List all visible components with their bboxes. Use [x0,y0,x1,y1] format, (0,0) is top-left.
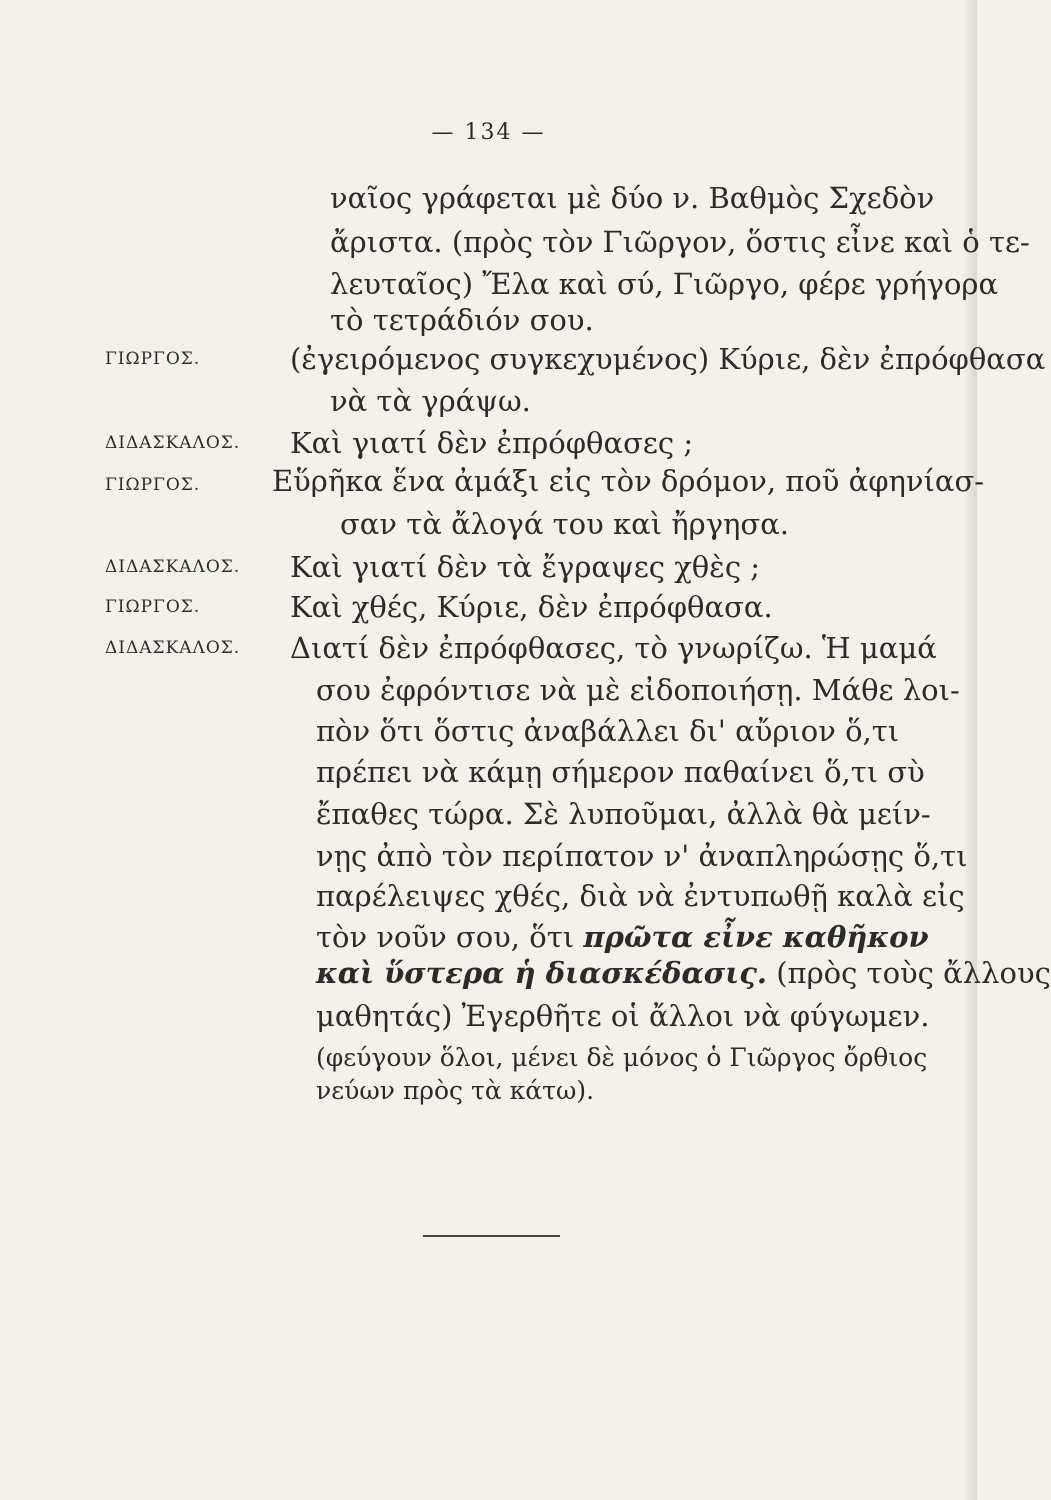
text-line: νῃς ἀπὸ τὸν περίπατον ν' ἀναπληρώσῃς ὅ,τι [316,839,968,873]
emphasis-text: πρῶτα εἶνε καθῆκον [583,920,929,954]
text-line: τὸ τετράδιόν σου. [330,303,594,337]
emphasis-text: καὶ ὕστερα ἡ διασκέδασις. [316,956,767,990]
text-line: πρέπει νὰ κάμῃ σήμερον παθαίνει ὅ,τι σὺ [316,755,925,789]
speaker-label: ΓΙΩΡΓΟΣ. [105,597,201,617]
section-divider [423,1235,560,1237]
text-line: (ἐγειρόμενος συγκεχυμένος) Κύριε, δὲν ἐπρόφθασα [290,342,1046,376]
text-line: Καὶ χθές, Κύριε, δὲν ἐπρόφθασα. [290,590,773,624]
text-line: Καὶ γιατί δὲν τὰ ἔγραψες χθὲς ; [290,550,761,584]
text-segment: (πρὸς τοὺς ἄλλους [776,956,1051,990]
text-line: νὰ τὰ γράψω. [330,384,531,418]
text-line [316,955,1051,991]
text-line: σαν τὰ ἄλογά του καὶ ἤργησα. [340,507,790,541]
text-line: πὸν ὅτι ὅστις ἀναβάλλει δι' αὔριον ὅ,τι [316,714,900,748]
speaker-label: ΓΙΩΡΓΟΣ. [105,349,201,369]
text-line: ναῖος γράφεται μὲ δύο ν. Βαθμὸς Σχεδὸν [330,181,935,215]
speaker-label: ΓΙΩΡΓΟΣ. [105,475,201,495]
text-line: μαθητάς) Ἐγερθῆτε οἱ ἄλλοι νὰ φύγωμεν. [316,999,930,1033]
speaker-label: ΔΙΔΑΣΚΑΛΟΣ. [105,433,241,453]
text-line [316,919,929,955]
speaker-label: ΔΙΔΑΣΚΑΛΟΣ. [105,638,241,658]
speaker-label: ΔΙΔΑΣΚΑΛΟΣ. [105,557,241,577]
stage-direction-line: νεύων πρὸς τὰ κάτω). [316,1076,595,1105]
stage-direction-line: (φεύγουν ὅλοι, μένει δὲ μόνος ὁ Γιῶργος ὄρθιος [316,1043,928,1072]
text-line: Εὕρῆκα ἕνα ἀμάξι εἰς τὸν δρόμον, ποῦ ἀφηνίασ- [272,464,985,498]
page-number: — 134 — [431,120,546,145]
text-line: Διατί δὲν ἐπρόφθασες, τὸ γνωρίζω. Ἡ μαμά [290,631,937,665]
text-line: παρέλειψες χθές, διὰ νὰ ἐντυπωθῇ καλὰ εἰς [316,879,965,913]
text-line: Καὶ γιατί δὲν ἐπρόφθασες ; [290,426,694,460]
text-line: σου ἐφρόντισε νὰ μὲ εἰδοποιήσῃ. Μάθε λοι- [316,673,960,707]
text-line: ἄριστα. (πρὸς τὸν Γιῶργον, ὅστις εἶνε καὶ ὁ τε- [330,225,1030,259]
text-line: ἔπαθες τώρα. Σὲ λυποῦμαι, ἀλλὰ θὰ μείν- [316,797,931,831]
text-segment: τὸν νοῦν σου, ὅτι [316,920,575,954]
text-line: λευταῖος) Ἔλα καὶ σύ, Γιῶργο, φέρε γρήγορα [330,267,999,301]
